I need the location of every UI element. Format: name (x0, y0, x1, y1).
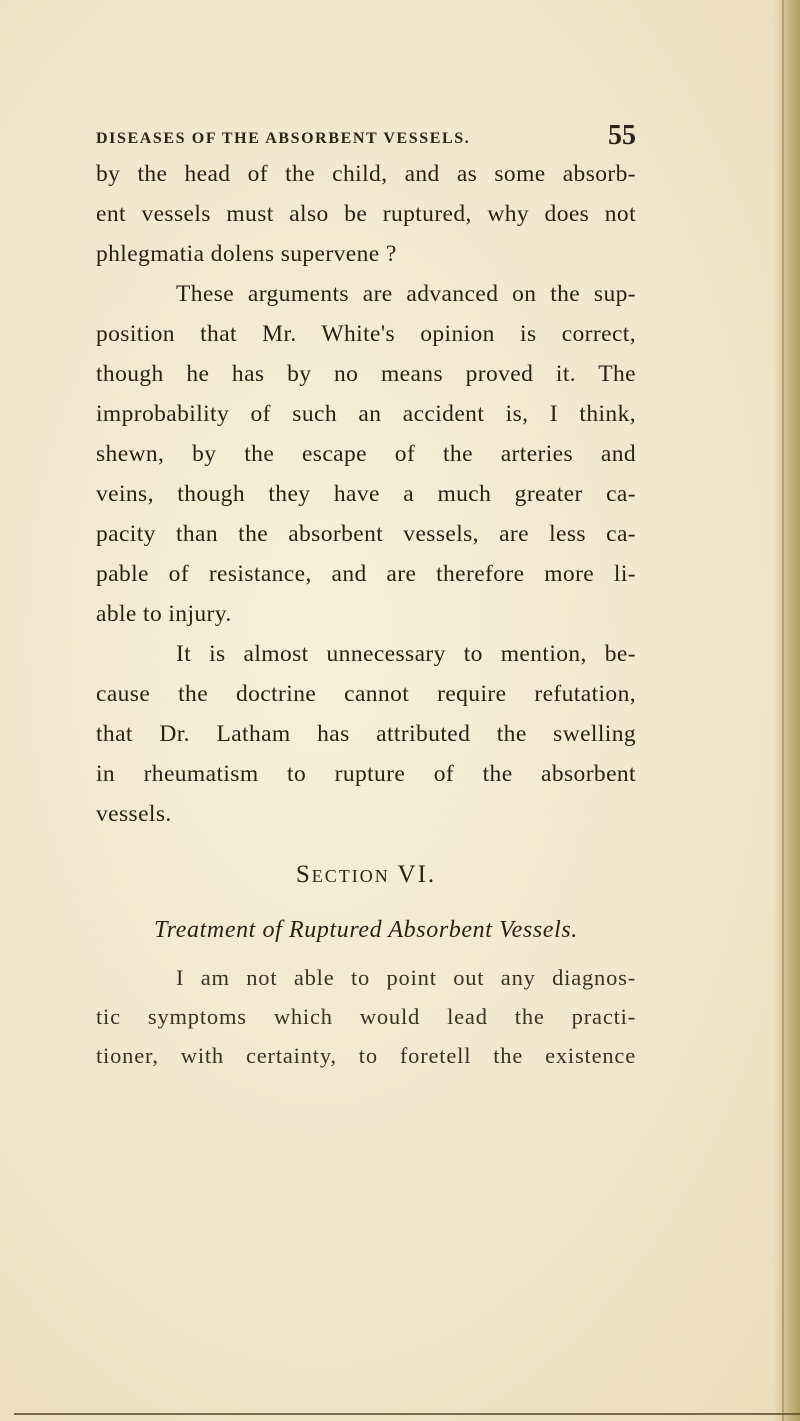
text-line: improbability of such an accident is, I think, (96, 401, 636, 427)
text-line: pable of resistance, and are therefore more li- (96, 561, 636, 587)
paragraph-4 (96, 958, 636, 1075)
text-line: I am not able to point out any diagnos- (176, 965, 636, 990)
section-subtitle: Treatment of Ruptured Absorbent Vessels. (154, 917, 578, 943)
text-line: pacity than the absorbent vessels, are less ca- (96, 521, 636, 547)
page-number: 55 (608, 120, 636, 151)
text-block (96, 118, 636, 1075)
running-head-title: DISEASES OF THE ABSORBENT VESSELS. (96, 130, 471, 147)
text-line: cause the doctrine cannot require refutation, (96, 681, 636, 707)
paragraph-2 (96, 274, 636, 634)
text-line: It is almost unnecessary to mention, be- (176, 641, 636, 667)
text-line: that Dr. Latham has attributed the swelling (96, 721, 636, 747)
section-heading (96, 848, 636, 902)
text-line: tic symptoms which would lead the practi- (96, 1004, 636, 1029)
text-line: phlegmatia dolens supervene ? (96, 241, 397, 267)
bottom-rule (14, 1413, 800, 1415)
text-line: position that Mr. White's opinion is correct, (96, 321, 636, 347)
text-line: by the head of the child, and as some absorb- (96, 161, 636, 187)
text-line: able to injury. (96, 601, 232, 627)
text-line: veins, though they have a much greater ca- (96, 481, 636, 507)
text-line: vessels. (96, 801, 172, 827)
paragraph-1 (96, 154, 636, 274)
running-head (96, 118, 636, 154)
text-line: ent vessels must also be ruptured, why does not (96, 201, 636, 227)
text-line: These arguments are advanced on the sup- (176, 281, 636, 307)
text-line: in rheumatism to rupture of the absorbent (96, 761, 636, 787)
page-edge-binding (774, 0, 800, 1421)
section-word: Section (295, 861, 390, 888)
section-number: VI. (397, 861, 437, 888)
text-line: shewn, by the escape of the arteries and (96, 441, 636, 467)
text-line: though he has by no means proved it. The (96, 361, 636, 387)
paragraph-3 (96, 634, 636, 834)
text-line: tioner, with certainty, to foretell the existence (96, 1043, 636, 1068)
